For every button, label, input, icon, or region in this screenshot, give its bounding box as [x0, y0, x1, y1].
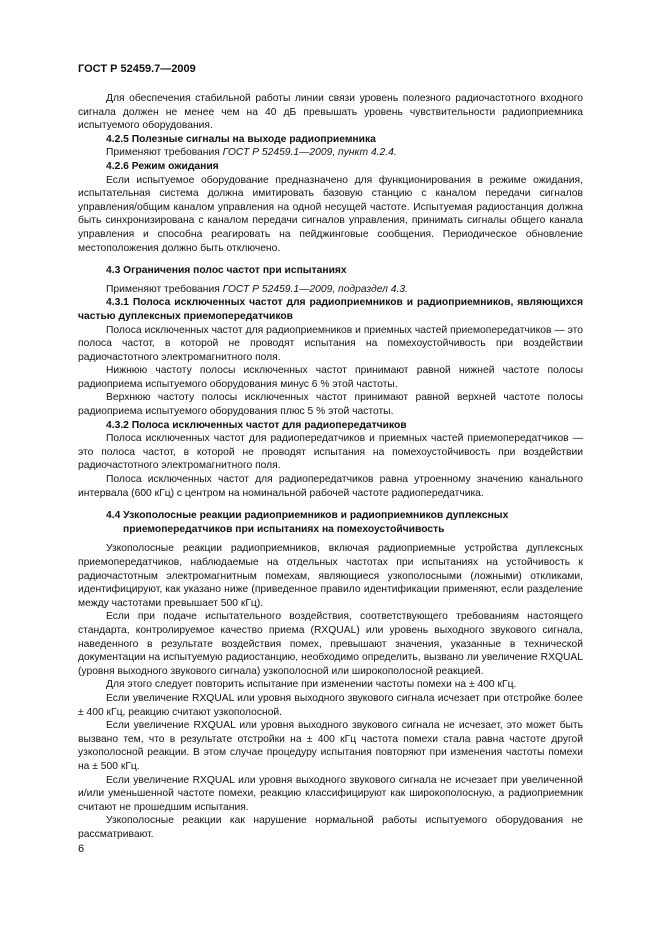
heading-4-3-2: 4.3.2 Полоса исключенных частот для радиопередатчиков: [106, 419, 407, 431]
paragraph-4-3-1-upper: Верхнюю частоту полосы исключенных частот принимают равной верхней частоте полосы радиоприема испытуемого оборудования плюс 5 % этой частоты.: [78, 392, 583, 418]
document-body: [78, 92, 583, 841]
document-header: ГОСТ Р 52459.7—2009: [78, 63, 196, 75]
paragraph-4-3-1-definition: Полоса исключенных частот для радиоприемников и приемных частей приемопередатчиков — это полоса частот, в которой не проводят испытания на помехоустойчивость при воздействии радиочастотного электромагнитного поля.: [78, 324, 583, 363]
section-heading-4-4: [78, 509, 583, 536]
standard-reference: ГОСТ Р 52459.1—2009, подраздел 4.3.: [222, 283, 408, 295]
section-heading-4-4-line2: приемопередатчиков при испытаниях на помехоустойчивость: [123, 523, 445, 535]
heading-4-2-5: 4.2.5 Полезные сигналы на выходе радиоприемника: [106, 133, 376, 145]
paragraph-4-3-1-lower: Нижнюю частоту полосы исключенных частот принимают равной нижней частоте полосы радиоприема испытуемого оборудования минус 6 % этой частоты.: [78, 365, 583, 390]
paragraph-4-2-5: [78, 146, 583, 160]
paragraph-4-3-2-width: Полоса исключенных частот для радиопередатчиков равна утроенному значению канального интервала (600 кГц) с центром на номинальной рабочей частоте радиопередатчика.: [78, 474, 583, 499]
paragraph-4-4-narrowband: Если увеличение RXQUAL или уровня выходного звукового сигнала исчезает при отстройке более ± 400 кГц, реакцию считают узкополосной.: [78, 692, 583, 718]
heading-4-2-6: 4.2.6 Режим ожидания: [106, 160, 219, 172]
section-heading-4-4-line1: 4.4 Узкополосные реакции радиоприемников и радиоприемников дуплексных: [106, 510, 509, 522]
standard-reference: ГОСТ Р 52459.1—2009, пункт 4.2.4.: [222, 147, 397, 159]
requirement-prefix: Применяют требования: [106, 147, 223, 159]
paragraph-4-3: [78, 283, 583, 297]
paragraph-4-4-intro: Узкополосные реакции радиоприемников, включая радиоприемные устройства дуплексных приемопередатчиков, наблюдаемые на отдельных частотах при испытаниях на устойчивость к радиочастотным электромагнитным помехам, являющиеся узкополосными (ложными) откликами, идентифицируют, как указано ниже (приведенное правило идентификации применяют, если разделение между частотами превышает 500 кГц).: [78, 543, 583, 609]
paragraph-signal-level: Для обеспечения стабильной работы линии связи уровень полезного радиочастотного входного сигнала должен не менее чем на 40 дБ превышать уровень чувствительности радиоприемника испытуемого оборудования.: [78, 93, 583, 132]
page-number: 6: [78, 843, 85, 855]
paragraph-4-2-6: Если испытуемое оборудование предназначено для функционирования в режиме ожидания, испытательная система должна имитировать базовую станцию с каналом передачи сигналов управления/общим каналом управления на одной несущей частоте. Испытуемая радиостанция должна быть синхронизирована с каналом передачи сигналов управления, принимать сигналы общего канала управления и способна реагировать на пейджинговые сообщения. Периодическое обновление местоположения должно быть отключено.: [78, 174, 583, 254]
paragraph-4-4-broadband: Если увеличение RXQUAL или уровня выходного звукового сигнала не исчезает при увеличенной и/или уменьшенной частоте помехи, реакцию классифицируют как широкополосную, а радиоприемник считают не прошедшим испытания.: [78, 774, 583, 813]
heading-4-3-1: 4.3.1 Полоса исключенных частот для радиоприемников и радиоприемников, являющихся частью дуплексных приемопередатчиков: [78, 297, 583, 322]
paragraph-4-4-repeat: Для этого следует повторить испытание при изменении частоты помехи на ± 400 кГц.: [106, 679, 517, 691]
section-heading-4-3: 4.3 Ограничения полос частот при испытаниях: [106, 265, 347, 277]
paragraph-4-3-2-definition: Полоса исключенных частот для радиопередатчиков и приемных частей приемопередатчиков — это полоса частот, в которой не проводят испытания на помехоустойчивость при воздействии радиочастотного электромагнитного поля.: [78, 433, 583, 472]
paragraph-4-4-conclusion: Узкополосные реакции как нарушение нормальной работы испытуемого оборудования не рассматривают.: [78, 815, 583, 840]
paragraph-4-4-other-response: Если увеличение RXQUAL или уровня выходного звукового сигнала не исчезает, это может быть вызвано тем, что в результате отстройки на ± 400 кГц частота помехи стала равна частоте другой узкополосной реакции. В этом случае процедуру испытания повторяют при изменения частоты помехи на ± 500 кГц.: [78, 720, 583, 772]
paragraph-4-4-rxqual: Если при подаче испытательного воздействия, соответствующего требованиям настоящего стандарта, контролируемое качество приема (RXQUAL) или уровень выходного звукового сигнала, наведенного в результате воздействия помех, превышают значения, указанные в технической документации на испытуемую радиостанцию, необходимо определить, вызвано ли увеличение RXQUAL (уровня выходного звукового сигнала) узкополосной или широкополосной реакцией.: [78, 611, 583, 677]
requirement-prefix: Применяют требования: [106, 283, 223, 295]
